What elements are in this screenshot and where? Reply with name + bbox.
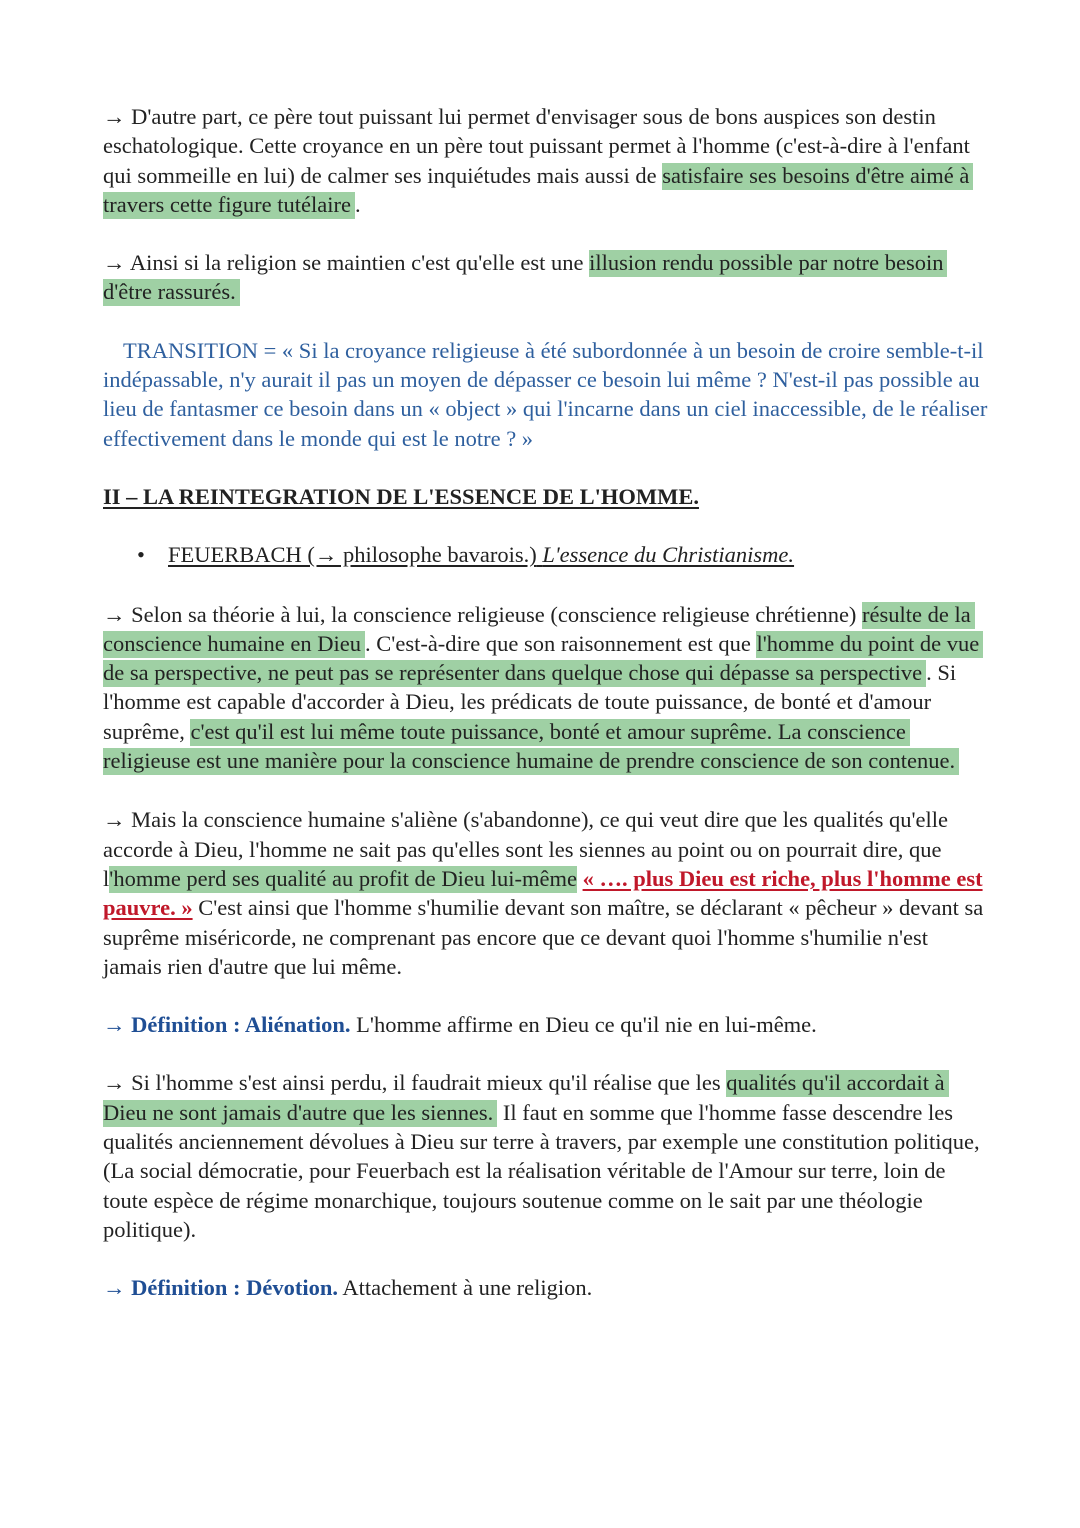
highlighted-text: l'homme du point de vue de sa perspective, ne peut pas se représenter dans quelque chose qui dépasse sa perspective — [103, 631, 983, 687]
section-heading: II – LA REINTEGRATION DE L'ESSENCE DE L'HOMME. — [103, 483, 699, 509]
paragraph-qualities — [103, 1068, 990, 1244]
definition-text: L'homme affirme en Dieu ce qu'il nie en lui-même. — [350, 1012, 817, 1038]
paragraph-text: Il faut en somme que l'homme fasse descendre les qualités anciennement dévolues à Dieu sur terre à travers, par exemple une constitution politique, (La social démocratie, pour Feuerbach est la réalisation véritable de l'Amour sur terre, loin de toute espèce de régime monarchique, toujours soutenue comme on le sait par une théologie politique). — [103, 1099, 980, 1242]
arrow-icon: → — [103, 807, 126, 833]
paragraph-text: Mais la conscience humaine s'aliène (s'abandonne), ce qui veut dire que les qualités qu'elle accorde à Dieu, l'homme ne sait pas qu'elles sont les siennes au point ou on pourrait dire, que l — [103, 807, 948, 891]
paragraph-text: Selon sa théorie à lui, la conscience religieuse (conscience religieuse chrétienne) — [125, 601, 863, 627]
paragraph-text: . C'est-à-dire que son raisonnement est que — [365, 630, 757, 656]
highlighted-text: résulte de la conscience humaine en Dieu — [103, 602, 975, 658]
bullet-work-title: L'essence du Christianisme. — [542, 542, 795, 568]
definition-alienation — [103, 1010, 990, 1039]
paragraph-text: Si l'homme s'est ainsi perdu, il faudrait mieux qu'il réalise que les — [125, 1070, 727, 1096]
paragraph-text: D'autre part, ce père tout puissant lui permet d'envisager sous de bons auspices son destin eschatologique. Cette croyance en un père tout puissant permet à l'homme (c'est-à-dire à l'enfant qui sommeille en lui) de calmer ses inquiétudes mais aussi de — [103, 104, 970, 188]
bullet-icon: • — [137, 542, 145, 568]
highlighted-text: illusion rendu possible par notre besoin d'être rassurés. — [103, 250, 947, 306]
arrow-icon: → — [103, 1070, 126, 1096]
highlighted-text: satisfaire ses besoins d'être aimé à travers cette figure tutélaire — [103, 163, 973, 219]
transition-paragraph — [103, 336, 990, 453]
arrow-icon: → — [103, 104, 126, 129]
arrow-icon: → — [103, 250, 126, 276]
red-quote: « …. plus Dieu est riche, plus l'homme est pauvre. » — [103, 865, 983, 921]
paragraph-text: . — [354, 191, 361, 217]
arrow-icon: → — [103, 1012, 126, 1038]
definition-devotion — [103, 1273, 990, 1302]
arrow-icon: → — [103, 601, 126, 627]
bullet-author: FEUERBACH (→ philosophe bavarois.) — [168, 542, 537, 568]
highlighted-text: qualités qu'il accordait à Dieu ne sont jamais d'autre que les siennes. — [103, 1070, 949, 1126]
bullet-item — [103, 540, 990, 569]
arrow-icon: → — [103, 1275, 126, 1301]
paragraph-text: Ainsi si la religion se maintien c'est qu'elle est une — [125, 250, 590, 276]
definition-label: Définition : Aliénation. — [125, 1012, 351, 1038]
transition-text: TRANSITION = « Si la croyance religieuse à été subordonnée à un besoin de croire semble-t-il indépassable, n'y aurait il pas un moyen de dépasser ce besoin lui même ? N'est-il pas possible au lieu de fantasmer ce besoin dans un « object » qui l'incarne dans un ciel inaccessible, de le réaliser effectivement dans le monde qui est le notre ? » — [103, 337, 988, 451]
paragraph-text: . Si l'homme est capable d'accorder à Dieu, les prédicats de toute puissance, de bonté et d'amour suprême, — [103, 660, 957, 744]
paragraph-eschatology — [103, 102, 990, 219]
definition-label: Définition : Dévotion. — [125, 1275, 338, 1301]
highlighted-text: 'homme perd ses qualité au profit de Dieu lui-même — [109, 865, 577, 891]
highlighted-text: c'est qu'il est lui même toute puissance, bonté et amour suprême. La conscience religieuse est une manière pour la conscience humaine de prendre conscience de son contenue. — [103, 719, 959, 775]
paragraph-illusion — [103, 248, 990, 307]
paragraph-alienation — [103, 805, 990, 981]
paragraph-theory — [103, 600, 990, 776]
definition-text: Attachement à une religion. — [338, 1275, 593, 1301]
paragraph-text: C'est ainsi que l'homme s'humilie devant son maître, se déclarant « pêcheur » devant sa suprême miséricorde, ne comprenant pas encore que ce devant quoi l'homme s'humilie n'est jamais rien d'autre que lui même. — [103, 895, 984, 979]
